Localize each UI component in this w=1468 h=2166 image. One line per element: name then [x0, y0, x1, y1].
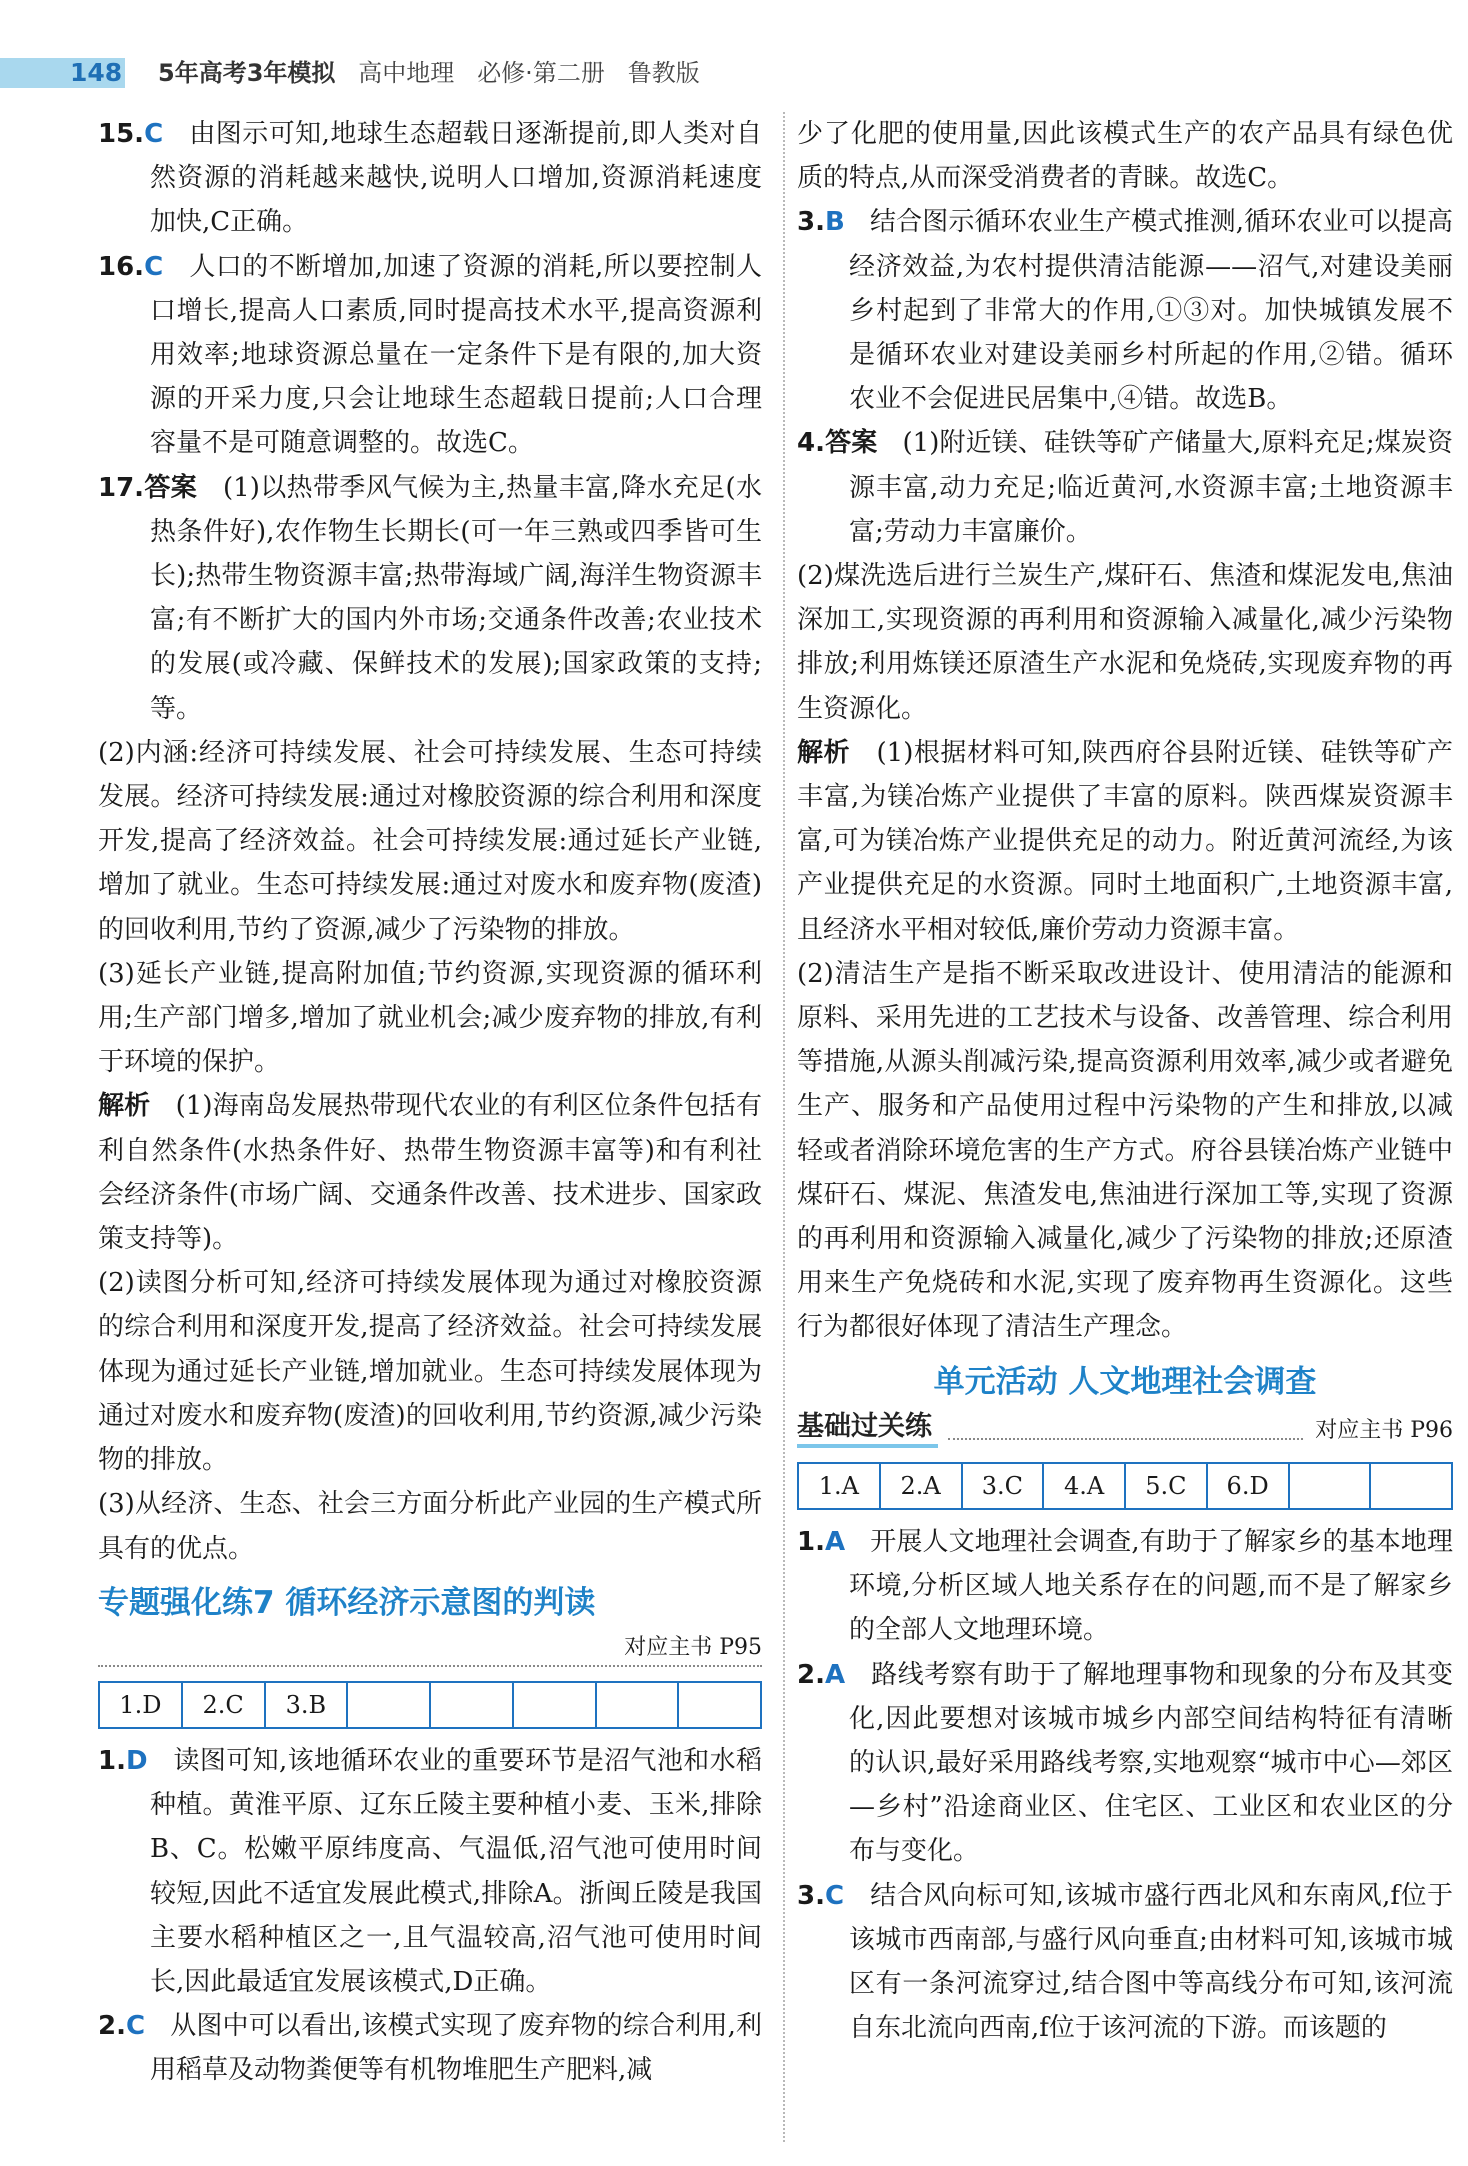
- practice-question-3: 3.B 结合图示循环农业生产模式推测,循环农业可以提高经济效益,为农村提供清洁能源——沼气,对建设美丽乡村起到了非常大的作用,①③对。加快城镇发展不是循环农业对建设美丽乡村所起的作用,②错。循环农业不会促进民居集中,④错。故选B。: [797, 207, 1453, 415]
- answer-cell: [678, 1682, 761, 1728]
- left-column: [98, 112, 762, 2093]
- question-17-analysis: 解析 (1)海南岛发展热带现代农业的有利区位条件包括有利自然条件(水热条件好、热带生物资源丰富等)和有利社会经济条件(市场广阔、交通条件改善、技术进步、国家政策支持等)。: [98, 1091, 762, 1255]
- answer-cell: 6.D: [1207, 1463, 1289, 1509]
- answer-cell: [513, 1682, 596, 1728]
- practice-question-1: 1.D 读图可知,该地循环农业的重要环节是沼气池和水稻种植。黄淮平原、辽东丘陵主要种植小麦、玉米,排除B、C。松嫩平原纬度高、气温低,沼气池可使用时间较短,因此不适宜发展此模式,排除A。浙闽丘陵是我国主要水稻种植区之一,且气温较高,沼气池可使用时间长,因此最适宜发展该模式,D正确。: [98, 1745, 762, 1997]
- right-column: [797, 112, 1453, 2050]
- section-title-practice-7: 专题强化练7 循环经济示意图的判读: [98, 1584, 596, 1621]
- answer-cell: [347, 1682, 430, 1728]
- answer-cell: 3.C: [962, 1463, 1044, 1509]
- header-title: [158, 56, 700, 90]
- page-header: [0, 52, 1468, 98]
- question-15: 15.C 由图示可知,地球生态超载日逐渐提前,即人类对自然资源的消耗越来越快,说明人口增加,资源消耗速度加快,C正确。: [98, 119, 763, 238]
- answer-cell: 4.A: [1043, 1463, 1125, 1509]
- question-17-part-3: (3)延长产业链,提高附加值;节约资源,实现资源的循环利用;生产部门增多,增加了就业机会;减少废弃物的排放,有利于环境的保护。: [98, 958, 762, 1078]
- answer-letter: C: [144, 251, 164, 282]
- column-divider: [783, 112, 785, 2142]
- page-number: 148: [70, 58, 123, 87]
- unit-question-2: 2.A 路线考察有助于了解地理事物和现象的分布及其变化,因此要想对该城市城乡内部空间结构特征有清晰的认识,最好采用路线考察,实地观察“城市中心—郊区—乡村”沿途商业区、住宅区、工业区和农业区的分布与变化。: [797, 1659, 1453, 1867]
- answer-letter: D: [125, 1745, 148, 1776]
- unit-question-1: 1.A 开展人文地理社会调查,有助于了解家乡的基本地理环境,分析区域人地关系存在的问题,而不是了解家乡的全部人文地理环境。: [797, 1526, 1454, 1646]
- answer-table-practice-7: [98, 1681, 762, 1729]
- header-subject: 高中地理: [358, 59, 455, 87]
- answer-cell: [1289, 1463, 1371, 1509]
- question-17-analysis-2: (2)读图分析可知,经济可持续发展体现为通过对橡胶资源的综合利用和深度开发,提高了经济效益。社会可持续发展体现为通过延长产业链,增加就业。生态可持续发展体现为通过对废水和废弃物(废渣)的回收利用,节约资源,减少污染物的排放。: [98, 1268, 762, 1476]
- answer-letter: B: [824, 207, 845, 238]
- practice-question-4-answer: 4.答案 (1)附近镁、硅铁等矿产储量大,原料充足;煤炭资源丰富,动力充足;临近黄河,水资源丰富;土地资源丰富;劳动力丰富廉价。: [797, 428, 1453, 547]
- answer-label: 答案: [824, 428, 878, 459]
- practice-question-4-analysis: 解析 (1)根据材料可知,陕西府谷县附近镁、硅铁等矿产丰富,为镁冶炼产业提供了丰富的原料。陕西煤炭资源丰富,可为镁冶炼产业提供充足的动力。附近黄河流经,为该产业提供充足的水资源。同时土地面积广,土地资源丰富,且经济水平相对较低,廉价劳动力资源丰富。: [797, 737, 1453, 945]
- practice-question-2: 2.C 从图中可以看出,该模式实现了废弃物的综合利用,利用稻草及动物粪便等有机物堆肥生产肥料,减: [98, 2011, 763, 2086]
- practice-question-4-analysis-2: (2)清洁生产是指不断采取改进设计、使用清洁的能源和原料、采用先进的工艺技术与设备、改善管理、综合利用等措施,从源头削减污染,提高资源利用效率,减少或者避免生产、服务和产品使用过程中污染物的产生和排放,以减轻或者消除环境危害的生产方式。府谷县镁冶炼产业链中煤矸石、煤泥、焦渣发电,焦油进行深加工等,实现了资源的再利用和资源输入减量化,减少了污染物的排放;还原渣用来生产免烧砖和水泥,实现了废弃物再生资源化。这些行为都很好体现了清洁生产理念。: [797, 958, 1453, 1343]
- answer-cell: 5.C: [1125, 1463, 1207, 1509]
- answer-cell: 2.A: [880, 1463, 962, 1509]
- answer-cell: 1.A: [798, 1463, 880, 1509]
- answer-label: 答案: [144, 472, 198, 503]
- question-17-answer: 17.答案 (1)以热带季风气候为主,热量丰富,降水充足(水热条件好),农作物生长期长(可一年三熟或四季皆可生长);热带生物资源丰富;热带海域广阔,海洋生物资源丰富;有不断扩大的国内外市场;交通条件改善;农业技术的发展(或冷藏、保鲜技术的发展);国家政策的支持;等。: [98, 472, 762, 724]
- section-reference: 对应主书 P95: [98, 1631, 762, 1667]
- answer-cell: [596, 1682, 679, 1728]
- answer-letter: C: [125, 2011, 146, 2042]
- unit-question-3: 3.C 结合风向标可知,该城市盛行西北风和东南风,f位于该城市西南部,与盛行风向垂直;由材料可知,该城市城区有一条河流穿过,结合图中等高线分布可知,该河流自东北流向西南,f位于该河流的下游。而该题的: [797, 1880, 1453, 2044]
- dotted-rule: [948, 1438, 1303, 1440]
- answer-cell: 3.B: [265, 1682, 348, 1728]
- answer-cell: [430, 1682, 513, 1728]
- answer-letter: A: [824, 1526, 846, 1557]
- question-16: 16.C 人口的不断增加,加速了资源的消耗,所以要控制人口增长,提高人口素质,同时提高技术水平,提高资源利用效率;地球资源总量在一定条件下是有限的,加大资源的开采力度,只会让地球生态超载日提前;人口合理容量不是可随意调整的。故选C。: [98, 251, 763, 459]
- analysis-label: 解析: [797, 737, 851, 768]
- answer-table-unit: [797, 1462, 1453, 1510]
- analysis-label: 解析: [98, 1091, 151, 1122]
- answer-cell: [1370, 1463, 1452, 1509]
- answer-letter: A: [824, 1659, 846, 1690]
- practice-question-2-continued: 少了化肥的使用量,因此该模式生产的农产品具有绿色优质的特点,从而深受消费者的青睐。故选C。: [797, 119, 1453, 194]
- header-edition: 鲁教版: [627, 59, 700, 87]
- header-series: 5年高考3年模拟: [158, 59, 336, 87]
- unit-reference: 对应主书 P96: [1315, 1417, 1453, 1443]
- answer-letter: C: [824, 1880, 845, 1911]
- answer-letter: C: [144, 119, 164, 149]
- question-17-analysis-3: (3)从经济、生态、社会三方面分析此产业园的生产模式所具有的优点。: [98, 1489, 762, 1564]
- section-title-unit-activity: 单元活动 人文地理社会调查: [933, 1363, 1317, 1400]
- answer-cell: 1.D: [99, 1682, 182, 1728]
- subsection-tag: 基础过关练: [797, 1410, 938, 1448]
- answer-cell: 2.C: [182, 1682, 265, 1728]
- header-volume: 必修·第二册: [477, 59, 605, 87]
- unit-subsection-header: [797, 1410, 1453, 1448]
- question-17-part-2: (2)内涵:经济可持续发展、社会可持续发展、生态可持续发展。经济可持续发展:通过对橡胶资源的综合利用和深度开发,提高了经济效益。社会可持续发展:通过延长产业链,增加了就业。生态可持续发展:通过对废水和废弃物(废渣)的回收利用,节约了资源,减少了污染物的排放。: [98, 737, 762, 945]
- practice-question-4-part-2: (2)煤洗选后进行兰炭生产,煤矸石、焦渣和煤泥发电,焦油深加工,实现资源的再利用和资源输入减量化,减少污染物排放;利用炼镁还原渣生产水泥和免烧砖,实现废弃物的再生资源化。: [797, 561, 1453, 724]
